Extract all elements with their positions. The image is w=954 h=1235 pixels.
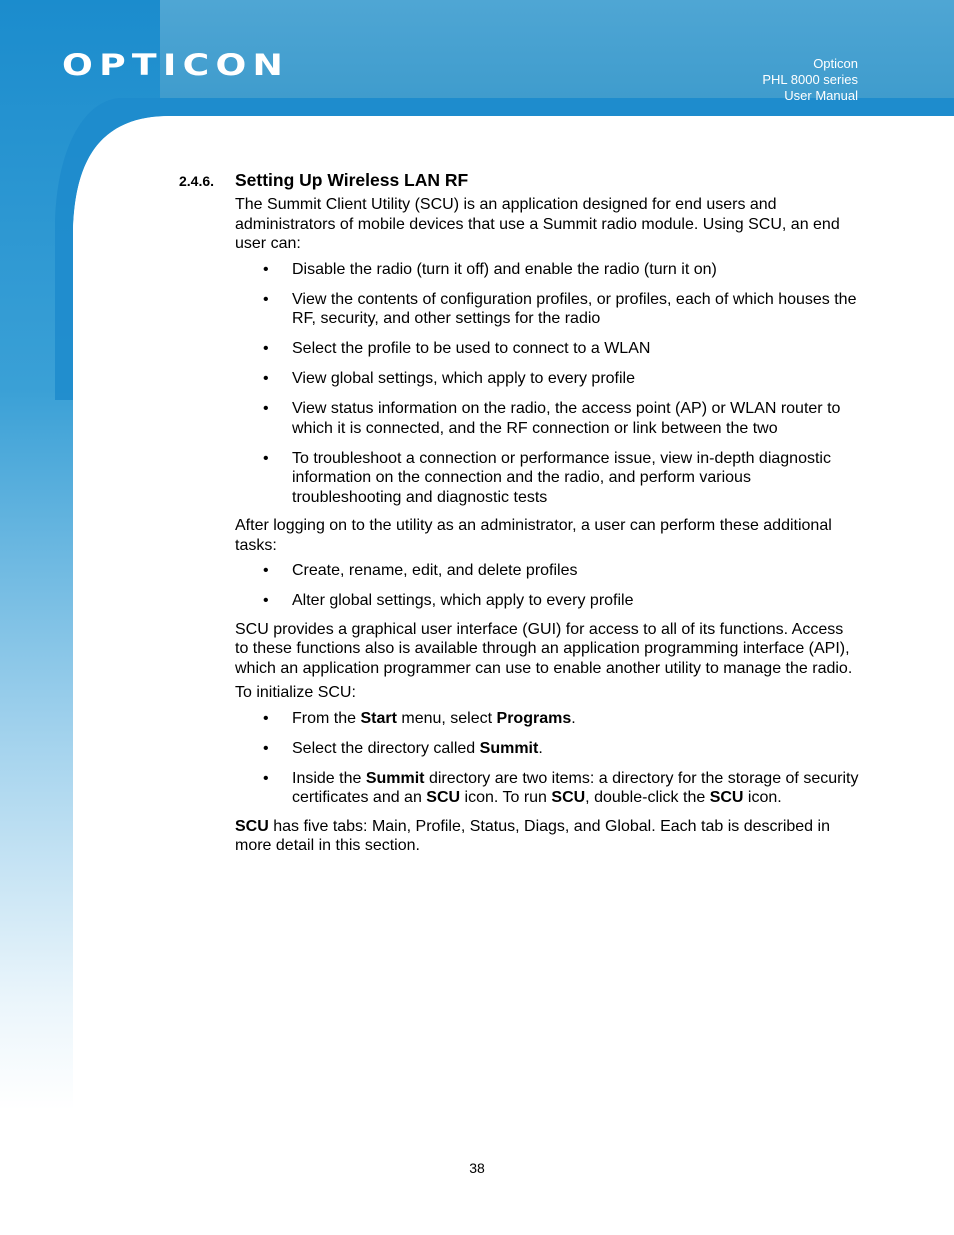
list-item: • View the contents of configuration profiles, or profiles, each of which houses the RF, security, and other settings for the radio bbox=[263, 290, 857, 327]
document-identifier bbox=[762, 56, 858, 104]
list-item: • Select the profile to be used to connect to a WLAN bbox=[263, 340, 651, 357]
bullet-icon: • bbox=[263, 340, 269, 357]
list-item: • Select the directory called Summit. bbox=[263, 739, 543, 757]
bullet-icon: • bbox=[263, 709, 269, 727]
app-name-scu: SCU bbox=[235, 817, 269, 835]
bullet-icon: • bbox=[263, 400, 269, 417]
bullet-icon: • bbox=[263, 739, 269, 757]
list-item: • View status information on the radio, the access point (AP) or WLAN router to which it is connected, and the RF connection or link between the two bbox=[263, 400, 841, 437]
list-item: • Create, rename, edit, and delete profiles bbox=[263, 562, 578, 579]
list-item: • View global settings, which apply to every profile bbox=[263, 370, 635, 387]
bullet-icon: • bbox=[263, 290, 269, 308]
directory-name-summit: Summit bbox=[479, 739, 539, 757]
bullet-icon: • bbox=[263, 449, 269, 467]
bullet-icon: • bbox=[263, 592, 269, 609]
list-item: • From the Start menu, select Programs. bbox=[263, 709, 576, 727]
list-item: • Alter global settings, which apply to every profile bbox=[263, 592, 634, 609]
section-number: 2.4.6. bbox=[179, 173, 215, 189]
init-intro-paragraph: To initialize SCU: bbox=[235, 684, 356, 701]
list-item: • Disable the radio (turn it off) and enable the radio (turn it on) bbox=[263, 260, 717, 278]
app-name-scu: SCU bbox=[709, 789, 744, 806]
directory-name-summit: Summit bbox=[365, 769, 425, 787]
doc-line-brand: Opticon bbox=[813, 56, 858, 71]
opticon-logo: OPTICON bbox=[62, 48, 290, 82]
tabs-paragraph: SCU has five tabs: Main, Profile, Status, Diags, and Global. Each tab is described in more detail in this section. bbox=[235, 817, 830, 854]
bullet-icon: • bbox=[263, 260, 269, 278]
doc-line-series: PHL 8000 series bbox=[762, 72, 858, 87]
menu-name-start: Start bbox=[360, 709, 397, 727]
user-task-list bbox=[235, 260, 860, 508]
bullet-icon: • bbox=[263, 562, 269, 579]
admin-intro-paragraph: After logging on to the utility as an administrator, a user can perform these additional tasks: bbox=[235, 517, 832, 554]
gui-paragraph: SCU provides a graphical user interface (GUI) for access to all of its functions. Access to these functions also is available through an application programming interface (API), which an application programmer can use to enable another utility to manage the radio. bbox=[235, 620, 853, 677]
admin-task-list bbox=[235, 561, 860, 611]
init-step-list bbox=[235, 709, 860, 808]
list-item: • To troubleshoot a connection or performance issue, view in-depth diagnostic information on the connection and the radio, and perform various troubleshooting and diagnostic tests bbox=[263, 449, 831, 506]
bullet-icon: • bbox=[263, 769, 269, 787]
list-item: • Inside the Summit directory are two items: a directory for the storage of security certificates and an SCU icon. To run SCU, double-click the SCU icon. bbox=[263, 769, 859, 806]
section-body bbox=[235, 195, 860, 856]
app-name-scu: SCU bbox=[551, 789, 586, 806]
doc-line-manual: User Manual bbox=[784, 88, 858, 103]
menu-name-programs: Programs bbox=[496, 709, 572, 727]
page-number: 38 bbox=[469, 1160, 485, 1176]
intro-paragraph: The Summit Client Utility (SCU) is an application designed for end users and administrators of mobile devices that use a Summit radio module. Using SCU, an end user can: bbox=[235, 196, 840, 252]
section-title: Setting Up Wireless LAN RF bbox=[235, 170, 469, 190]
app-name-scu: SCU bbox=[426, 789, 461, 806]
bullet-icon: • bbox=[263, 370, 269, 387]
